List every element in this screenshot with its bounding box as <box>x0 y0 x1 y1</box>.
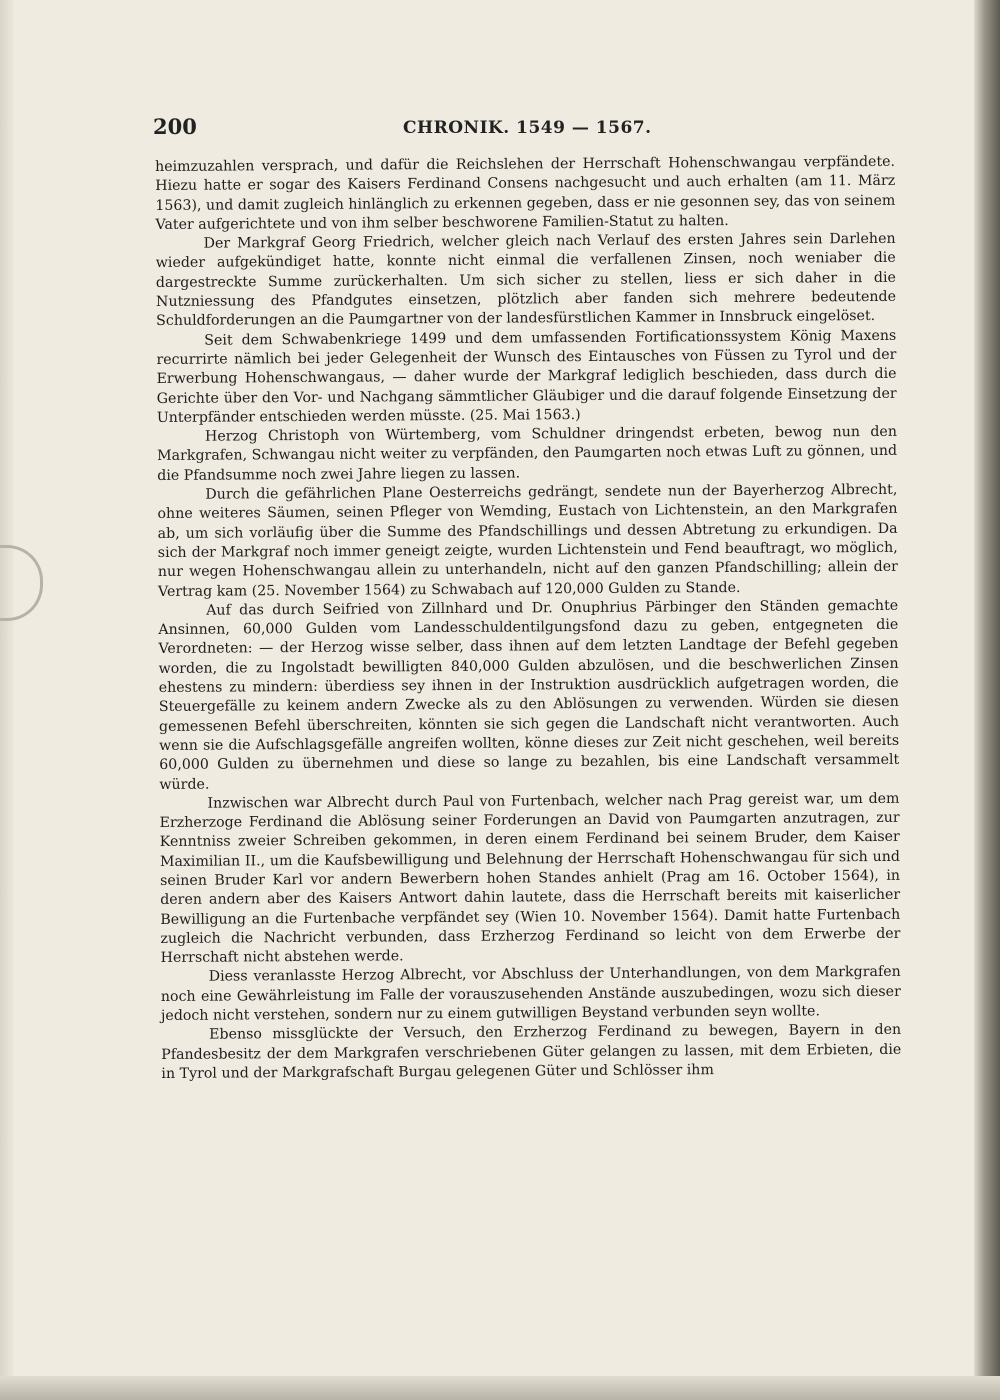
paragraph: heimzuzahlen versprach, und dafür die Reichslehen der Herrschaft Hohenschwangau verpfändete. Hiezu hatte er sogar des Kaisers Ferdinand Consens nachgesucht und auch erhalten (am 11. März 1563), und damit zugleich hinlänglich zu erkennen gegeben, dass er nie gesonnen sey, das von seinem Vater aufgerichtete und von ihm selber beschworene Familien-Statut zu halten. <box>155 153 896 233</box>
paragraph: Auf das durch Seifried von Zillnhard und Dr. Onuphrius Pärbinger den Ständen gemachte Ansinnen, 60,000 Gulden vom Landesschuldentilgungsfond dazu zu geben, entgegneten die Verordneten: — der Herzog wisse selber, dass ihnen auf dem letzten Landtage der Befehl gegeben worden, die zu Ingolstadt bewilligten 840,000 Gulden abzulösen, und die beschwerlichen Zinsen ehestens zu mindern: überdiess sey ihnen in der Instruktion ausdrücklich aufgetragen worden, die Steuergefälle zu keinem andern Zwecke als zu den Ablösungen zu verwenden. Würden sie diesen gemessenen Befehl überschreiten, könnten sie sich gegen die Landschaft nicht verantworten. Auch wenn sie die Aufschlagsgefälle angreifen wollten, könne dieses zur Zeit nicht geschehen, weil bereits 60,000 Gulden zu übernehmen und diese so lange zu bezahlen, bis eine Landschaft versammelt würde. <box>158 597 900 793</box>
paragraph: Seit dem Schwabenkriege 1499 und dem umfassenden Fortificationssystem König Maxens recurrirte nämlich bei jeder Gelegenheit der Wunsch des Eintausches von Füssen zu Tyrol und der Erwerbung Hohenschwangaus, — daher wurde der Markgraf lediglich beschieden, dass durch die Gerichte über den Vor- und Nachgang sämmtlicher Gläubiger und die darauf folgende Einsetzung der Unterpfänder entschieden werden müsste. (25. Mai 1563.) <box>156 327 897 426</box>
paragraph: Der Markgraf Georg Friedrich, welcher gleich nach Verlauf des ersten Jahres sein Darlehen wieder aufgekündiget hatte, konnte nicht einmal die verfallenen Zinsen, noch weniaber die dargestreckte Summe zurückerhalten. Um sich sicher zu stellen, liess er sich daher in die Nutzniessung des Pfandgutes einsetzen, plötzlich aber fanden sich mehrere bedeutende Schuldforderungen an die Paumgartner von der landesfürstlichen Kammer in Innsbruck eingelöset. <box>155 231 897 330</box>
paragraph: Durch die gefährlichen Plane Oesterreichs gedrängt, sendete nun der Bayerherzog Albrecht, ohne weiteres Säumen, seinen Pfleger von Wemding, Eustach von Lichtenstein, an den Markgrafen ab, um sich vorläufig über die Summe des Pfandschillings und dessen Abtretung zu erkundigen. Da sich der Markgraf noch immer geneigt zeigte, wurden Lichtenstein und Fend beauftragt, wo möglich, nur wegen Hohenschwangau allein zu unterhandeln, nicht auf den ganzen Pfandschilling; allein der Vertrag kam (25. November 1564) zu Schwabach auf 120,000 Gulden zu Stande. <box>157 481 898 600</box>
page-gutter <box>0 0 14 1400</box>
page-edge-bottom <box>0 1376 1000 1400</box>
paragraph: Herzog Christoph von Würtemberg, vom Schuldner dringendst erbeten, bewog nun den Markgrafen, Schwangau nicht weiter zu verpfänden, den Paumgarten noch etwas Luft zu gönnen, und die Pfandsumme noch zwei Jahre liegen zu lassen. <box>157 423 898 484</box>
paper-clip-mark <box>0 545 43 621</box>
paragraph: Inzwischen war Albrecht durch Paul von Furtenbach, welcher nach Prag gereist war, um dem Erzherzoge Ferdinand die Ablösung seiner Forderungen an David von Paumgarten anzutragen, zur Kenntniss zweier Schreiben gekommen, in deren einem Ferdinand bei seinem Bruder, dem Kaiser Maximilian II., um die Kaufsbewilligung und Belehnung der Herrschaft Hohenschwangau für sich und seinen Bruder Karl vor andern Bewerbern hohen Standes anhielt (Prag am 16. October 1564), in deren andern aber des Kaisers Antwort dahin lautete, dass die Herrschaft bereits mit kaiserlicher Bewilligung an die Furtenbache verpfändet sey (Wien 10. November 1564). Damit hatte Furtenbach zugleich die Nachricht verbunden, dass Erzherzog Ferdinand so leicht von dem Erwerbe der Herrschaft nicht abstehen werde. <box>159 790 901 967</box>
paragraph: Diess veranlasste Herzog Albrecht, vor Abschluss der Unterhandlungen, von dem Markgrafen noch eine Gewährleistung im Falle der vorauszusehenden Anstände auszubedingen, wozu sich dieser jedoch nicht verstehen, sondern nur zu einem gutwilligen Beystand verbunden seyn wollte. <box>160 964 901 1025</box>
page-number: 200 <box>153 114 197 139</box>
body-text <box>155 153 901 1084</box>
paragraph: Ebenso missglückte der Versuch, den Erzherzog Ferdinand zu bewegen, Bayern in den Pfandesbesitz der dem Markgrafen verschriebenen Güter gelangen zu lassen, mit dem Erbieten, die in Tyrol und der Markgrafschaft Burgau gelegenen Güter und Schlösser ihm <box>161 1022 902 1082</box>
running-head: CHRONIK. 1549 — 1567. <box>403 118 652 138</box>
page-header <box>153 114 893 144</box>
page-edge-right <box>974 0 1000 1400</box>
